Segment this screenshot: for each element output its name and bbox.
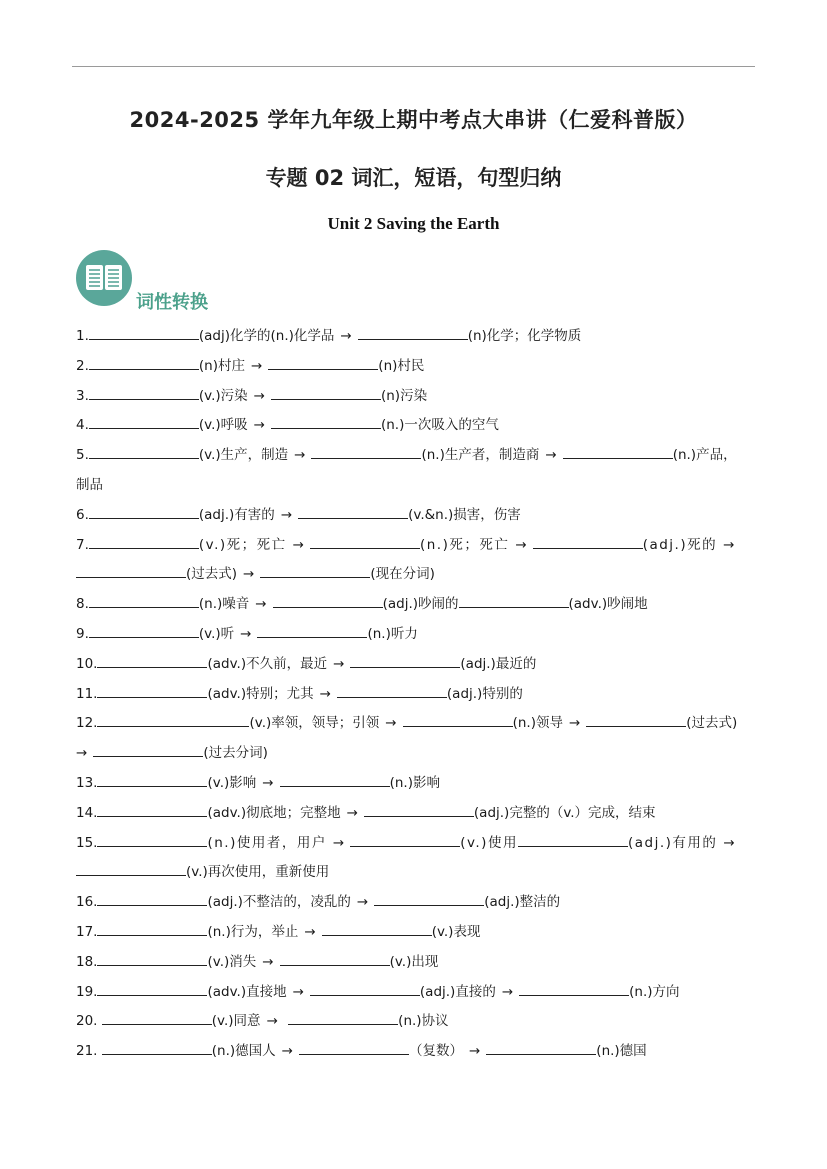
item-hint: (adv.)特别；尤其 <box>207 685 314 702</box>
item-hint: (adj.)完整的（v.）完成，结束 <box>473 804 656 821</box>
item-hint: (n.)德国 <box>596 1043 647 1060</box>
answer-blank[interactable] <box>364 802 474 817</box>
list-item-continued <box>76 739 756 769</box>
list-item <box>76 441 756 471</box>
item-hint: (过去分词) <box>203 745 268 762</box>
item-number: 20. <box>76 1013 98 1030</box>
unit-heading: Unit 2 Saving the Earth <box>327 214 500 233</box>
item-number: 11. <box>76 685 98 702</box>
list-item <box>76 411 756 441</box>
item-hint: (adj.)整洁的 <box>484 894 561 911</box>
answer-blank[interactable] <box>519 981 629 996</box>
list-item <box>76 531 756 561</box>
arrow-icon: → <box>333 655 345 672</box>
arrow-icon: → <box>468 1043 481 1060</box>
answer-blank[interactable] <box>403 712 513 727</box>
list-item <box>76 382 756 412</box>
item-hint: （复数） <box>408 1043 463 1060</box>
item-hint: (n.)死；死亡 <box>419 536 510 553</box>
list-item <box>76 1007 756 1037</box>
answer-blank[interactable] <box>89 444 199 459</box>
item-number: 17. <box>76 923 98 940</box>
list-item <box>76 769 756 799</box>
arrow-icon: → <box>292 536 304 553</box>
list-item <box>76 501 756 531</box>
top-rule <box>72 66 755 67</box>
arrow-icon: → <box>568 715 581 732</box>
item-number: 16. <box>76 894 98 911</box>
item-hint: (n)化学；化学物质 <box>467 328 582 344</box>
arrow-icon: → <box>292 983 304 1000</box>
answer-blank[interactable] <box>97 712 249 727</box>
item-hint: (过去式) <box>186 566 238 583</box>
answer-blank[interactable] <box>97 891 207 906</box>
arrow-icon: → <box>340 328 352 344</box>
item-hint: (v.)表现 <box>431 923 481 940</box>
list-item-continued <box>76 858 756 888</box>
item-hint: (adj.)特别的 <box>446 685 523 702</box>
list-item-continued <box>76 560 756 590</box>
item-hint: (n.)影响 <box>389 774 440 791</box>
item-hint: (n.)听力 <box>367 625 418 642</box>
arrow-icon: → <box>723 834 735 851</box>
item-hint: (n.)产品， <box>672 447 737 464</box>
item-hint: (adv.)彻底地；完整地 <box>207 804 341 821</box>
item-hint: (v.&n.)损害，伤害 <box>408 506 521 523</box>
item-hint: (n)村庄 <box>198 357 245 374</box>
arrow-icon: → <box>280 506 293 523</box>
item-hint: (v.)生产，制造 <box>198 447 289 464</box>
answer-blank[interactable] <box>350 653 460 668</box>
item-hint: (adj.)吵闹的 <box>382 596 459 613</box>
answer-blank[interactable] <box>89 504 199 519</box>
item-hint: (adj.)有害的 <box>198 506 275 523</box>
arrow-icon: → <box>501 983 514 1000</box>
answer-blank[interactable] <box>586 712 686 727</box>
answer-blank[interactable] <box>97 921 207 936</box>
arrow-icon: → <box>253 417 265 434</box>
item-hint: (adj.)不整洁的，凌乱的 <box>207 894 351 911</box>
item-hint: (v.)死；死亡 <box>198 536 287 553</box>
answer-blank[interactable] <box>322 921 432 936</box>
answer-blank[interactable] <box>268 355 378 370</box>
answer-blank[interactable] <box>288 1010 398 1025</box>
answer-blank[interactable] <box>310 981 420 996</box>
answer-blank[interactable] <box>337 683 447 698</box>
list-item <box>76 978 756 1008</box>
arrow-icon: → <box>243 566 255 583</box>
list-item <box>76 680 756 710</box>
arrow-icon: → <box>76 745 88 762</box>
answer-blank[interactable] <box>358 325 468 340</box>
item-number: 2. <box>76 357 89 374</box>
arrow-icon: → <box>319 685 331 702</box>
item-hint: (n.)噪音 <box>198 596 250 613</box>
section-badge <box>76 250 132 306</box>
answer-blank[interactable] <box>97 683 207 698</box>
answer-blank[interactable] <box>97 653 207 668</box>
list-item <box>76 620 756 650</box>
item-hint: (n.)生产者，制造商 <box>421 447 540 464</box>
section-label: 词性转换 <box>136 292 208 313</box>
page-subtitle: 专题 02 词汇，短语，句型归纳 <box>265 166 562 190</box>
answer-blank[interactable] <box>89 593 199 608</box>
item-hint: (adj)化学的(n.)化学品 <box>198 328 335 344</box>
list-item <box>76 590 756 620</box>
item-hint: (v.)听 <box>198 625 235 642</box>
item-hint: (v.)同意 <box>211 1013 261 1030</box>
arrow-icon: → <box>385 715 397 732</box>
answer-blank[interactable] <box>271 385 381 400</box>
item-hint: (n.)德国人 <box>211 1043 276 1060</box>
list-item <box>76 650 756 680</box>
page-title: 2024-2025 学年九年级上期中考点大串讲（仁爱科普版） <box>129 108 698 132</box>
item-number: 6. <box>76 506 89 523</box>
list-item <box>76 918 756 948</box>
item-number: 4. <box>76 417 89 434</box>
item-number: 10. <box>76 655 98 672</box>
arrow-icon: → <box>250 357 263 374</box>
item-number: 8. <box>76 596 89 613</box>
answer-blank[interactable] <box>257 623 367 638</box>
arrow-icon: → <box>253 387 265 404</box>
answer-blank[interactable] <box>280 772 390 787</box>
item-hint: (adv.)直接地 <box>207 983 287 1000</box>
answer-blank[interactable] <box>459 593 569 608</box>
list-item <box>76 709 756 739</box>
answer-blank[interactable] <box>89 355 199 370</box>
answer-blank[interactable] <box>89 325 199 340</box>
answer-blank[interactable] <box>563 444 673 459</box>
list-item <box>76 888 756 918</box>
answer-blank[interactable] <box>97 832 207 847</box>
item-hint: (adj.)死的 <box>642 536 718 553</box>
answer-blank[interactable] <box>271 414 381 429</box>
arrow-icon: → <box>545 447 557 464</box>
item-number: 12. <box>76 715 98 732</box>
arrow-icon: → <box>304 923 316 940</box>
arrow-icon: → <box>515 536 527 553</box>
arrow-icon: → <box>356 894 369 911</box>
item-hint: 制品 <box>76 476 103 493</box>
item-hint: (adv.)不久前，最近 <box>207 655 328 672</box>
item-hint: (过去式) <box>686 715 738 732</box>
item-number: 7. <box>76 536 89 553</box>
answer-blank[interactable] <box>93 742 203 757</box>
answer-blank[interactable] <box>298 504 408 519</box>
arrow-icon: → <box>262 953 274 970</box>
list-item <box>76 829 756 859</box>
item-hint: (v.)影响 <box>207 774 257 791</box>
item-hint: (n.)一次吸入的空气 <box>380 417 499 434</box>
arrow-icon: → <box>266 1013 278 1030</box>
arrow-icon: → <box>255 596 267 613</box>
answer-blank[interactable] <box>273 593 383 608</box>
arrow-icon: → <box>240 625 252 642</box>
item-number: 19. <box>76 983 98 1000</box>
item-hint: (n.)领导 <box>512 715 563 732</box>
answer-blank[interactable] <box>518 832 628 847</box>
arrow-icon: → <box>723 536 735 553</box>
exercise-list <box>76 322 756 1067</box>
item-hint: (v.)使用 <box>460 834 518 851</box>
item-hint: (v.)率领，领导；引领 <box>249 715 380 732</box>
item-number: 5. <box>76 447 89 464</box>
item-hint: (n.)行为，举止 <box>207 923 299 940</box>
answer-blank[interactable] <box>102 1040 212 1055</box>
item-hint: (adj.)有用的 <box>627 834 718 851</box>
item-hint: (n.)协议 <box>398 1013 449 1030</box>
answer-blank[interactable] <box>280 951 390 966</box>
answer-blank[interactable] <box>311 444 421 459</box>
answer-blank[interactable] <box>89 414 199 429</box>
answer-blank[interactable] <box>76 563 186 578</box>
item-hint: (v.)再次使用，重新使用 <box>186 864 330 881</box>
answer-blank[interactable] <box>97 951 207 966</box>
list-item <box>76 799 756 829</box>
item-number: 1. <box>76 328 89 344</box>
book-icon <box>85 263 123 293</box>
arrow-icon: → <box>262 774 274 791</box>
answer-blank[interactable] <box>97 772 207 787</box>
item-number: 14. <box>76 804 98 821</box>
item-hint: (v.)消失 <box>207 953 257 970</box>
item-number: 3. <box>76 387 89 404</box>
item-hint: (n)污染 <box>380 387 428 404</box>
answer-blank[interactable] <box>533 534 643 549</box>
item-number: 9. <box>76 625 89 642</box>
answer-blank[interactable] <box>299 1040 409 1055</box>
answer-blank[interactable] <box>260 563 370 578</box>
arrow-icon: → <box>332 834 345 851</box>
answer-blank[interactable] <box>89 534 199 549</box>
item-hint: (v.)呼吸 <box>198 417 248 434</box>
list-item <box>76 948 756 978</box>
answer-blank[interactable] <box>310 534 420 549</box>
answer-blank[interactable] <box>76 861 186 876</box>
item-hint: (v.)出现 <box>389 953 439 970</box>
answer-blank[interactable] <box>350 832 460 847</box>
item-number: 18. <box>76 953 98 970</box>
list-item <box>76 352 756 382</box>
arrow-icon: → <box>346 804 358 821</box>
item-number: 13. <box>76 774 98 791</box>
list-item <box>76 1037 756 1067</box>
item-hint: (n.)使用者，用户 <box>207 834 327 851</box>
item-hint: (adj.)直接的 <box>419 983 496 1000</box>
list-item-continued <box>76 471 756 501</box>
item-hint: (adj.)最近的 <box>460 655 537 672</box>
arrow-icon: → <box>294 447 306 464</box>
answer-blank[interactable] <box>89 385 199 400</box>
item-hint: (adv.)吵闹地 <box>568 596 648 613</box>
answer-blank[interactable] <box>486 1040 596 1055</box>
answer-blank[interactable] <box>374 891 484 906</box>
item-hint: (n.)方向 <box>629 983 680 1000</box>
answer-blank[interactable] <box>89 623 199 638</box>
item-number: 21. <box>76 1043 98 1060</box>
list-item <box>76 322 756 352</box>
item-hint: (现在分词) <box>370 566 435 583</box>
item-number: 15. <box>76 834 98 851</box>
answer-blank[interactable] <box>97 802 207 817</box>
answer-blank[interactable] <box>102 1010 212 1025</box>
arrow-icon: → <box>281 1043 293 1060</box>
item-hint: (n)村民 <box>378 357 425 374</box>
item-hint: (v.)污染 <box>198 387 248 404</box>
answer-blank[interactable] <box>97 981 207 996</box>
